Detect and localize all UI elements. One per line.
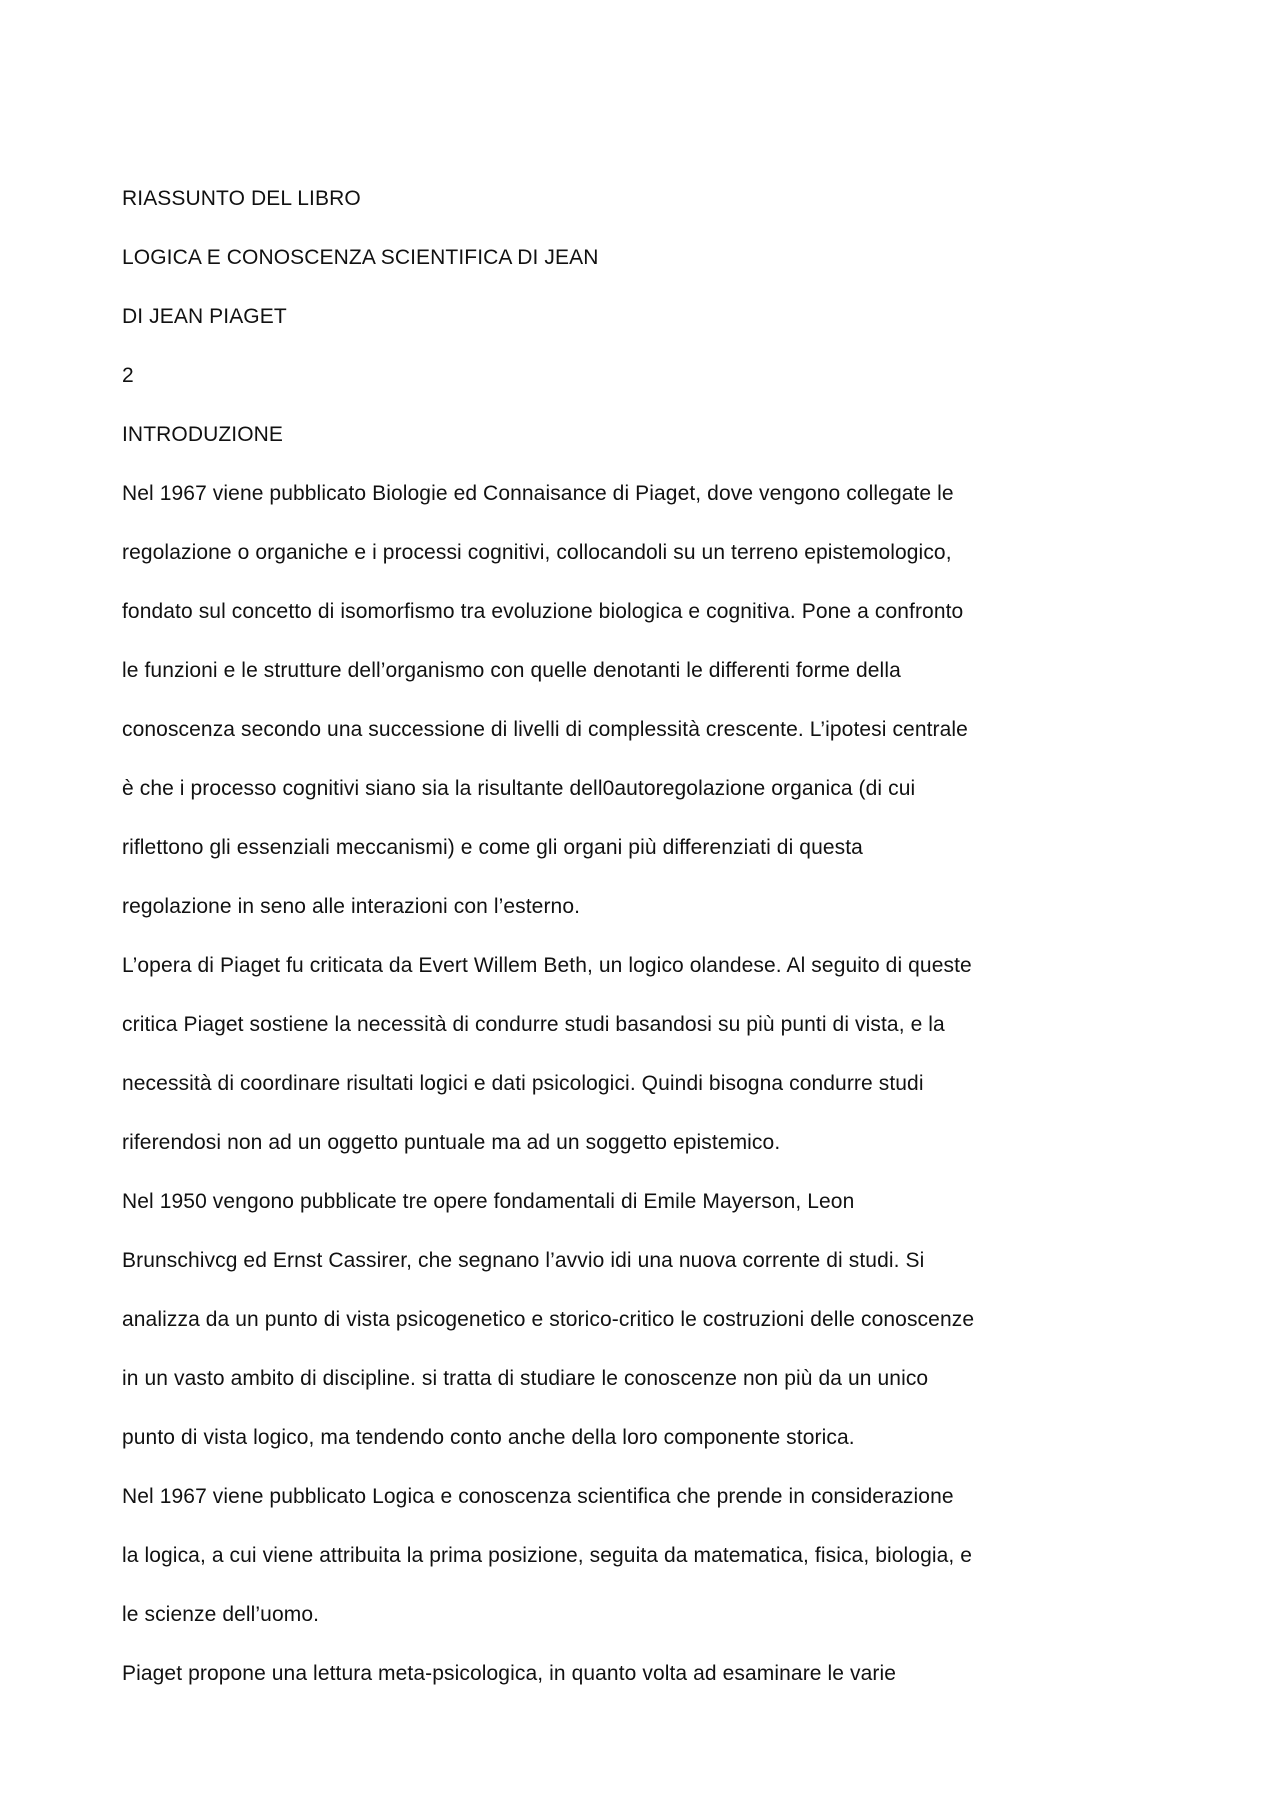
section-heading: INTRODUZIONE	[122, 423, 284, 446]
text-line: regolazione in seno alle interazioni con l’esterno.	[122, 895, 581, 918]
text-line: fondato sul concetto di isomorfismo tra evoluzione biologica e cognitiva. Pone a confronto	[122, 600, 964, 623]
page-number: 2	[122, 364, 134, 387]
text-line: in un vasto ambito di discipline. si tratta di studiare le conoscenze non più da un unico	[122, 1367, 929, 1390]
text-line: riflettono gli essenziali meccanismi) e come gli organi più differenziati di questa	[122, 836, 863, 859]
title-line: RIASSUNTO DEL LIBRO	[122, 187, 361, 210]
text-line: la logica, a cui viene attribuita la prima posizione, seguita da matematica, fisica, biologia, e	[122, 1544, 973, 1567]
text-line: riferendosi non ad un oggetto puntuale ma ad un soggetto epistemico.	[122, 1131, 781, 1154]
text-line: critica Piaget sostiene la necessità di condurre studi basandosi su più punti di vista, e la	[122, 1013, 945, 1036]
text-line: Nel 1967 viene pubblicato Biologie ed Connaisance di Piaget, dove vengono collegate le	[122, 482, 954, 505]
text-line: le scienze dell’uomo.	[122, 1603, 320, 1626]
author-line: DI JEAN PIAGET	[122, 305, 287, 328]
text-line: analizza da un punto di vista psicogenetico e storico-critico le costruzioni delle conoscenze	[122, 1308, 975, 1331]
text-line: Piaget propone una lettura meta-psicologica, in quanto volta ad esaminare le varie	[122, 1662, 897, 1685]
text-line: punto di vista logico, ma tendendo conto anche della loro componente storica.	[122, 1426, 855, 1449]
text-line: è che i processo cognitivi siano sia la risultante dell0autoregolazione organica (di cui	[122, 777, 916, 800]
text-line: L’opera di Piaget fu criticata da Evert Willem Beth, un logico olandese. Al seguito di queste	[122, 954, 972, 977]
text-line: regolazione o organiche e i processi cognitivi, collocandoli su un terreno epistemologico,	[122, 541, 952, 564]
text-line: Brunschivcg ed Ernst Cassirer, che segnano l’avvio idi una nuova corrente di studi. Si	[122, 1249, 925, 1272]
text-line: Nel 1967 viene pubblicato Logica e conoscenza scientifica che prende in considerazione	[122, 1485, 954, 1508]
text-line: Nel 1950 vengono pubblicate tre opere fondamentali di Emile Mayerson, Leon	[122, 1190, 855, 1213]
subtitle-line: LOGICA E CONOSCENZA SCIENTIFICA DI JEAN	[122, 246, 599, 269]
text-line: necessità di coordinare risultati logici e dati psicologici. Quindi bisogna condurre studi	[122, 1072, 924, 1095]
text-line: le funzioni e le strutture dell’organismo con quelle denotanti le differenti forme della	[122, 659, 901, 682]
text-line: conoscenza secondo una successione di livelli di complessità crescente. L’ipotesi centrale	[122, 718, 968, 741]
